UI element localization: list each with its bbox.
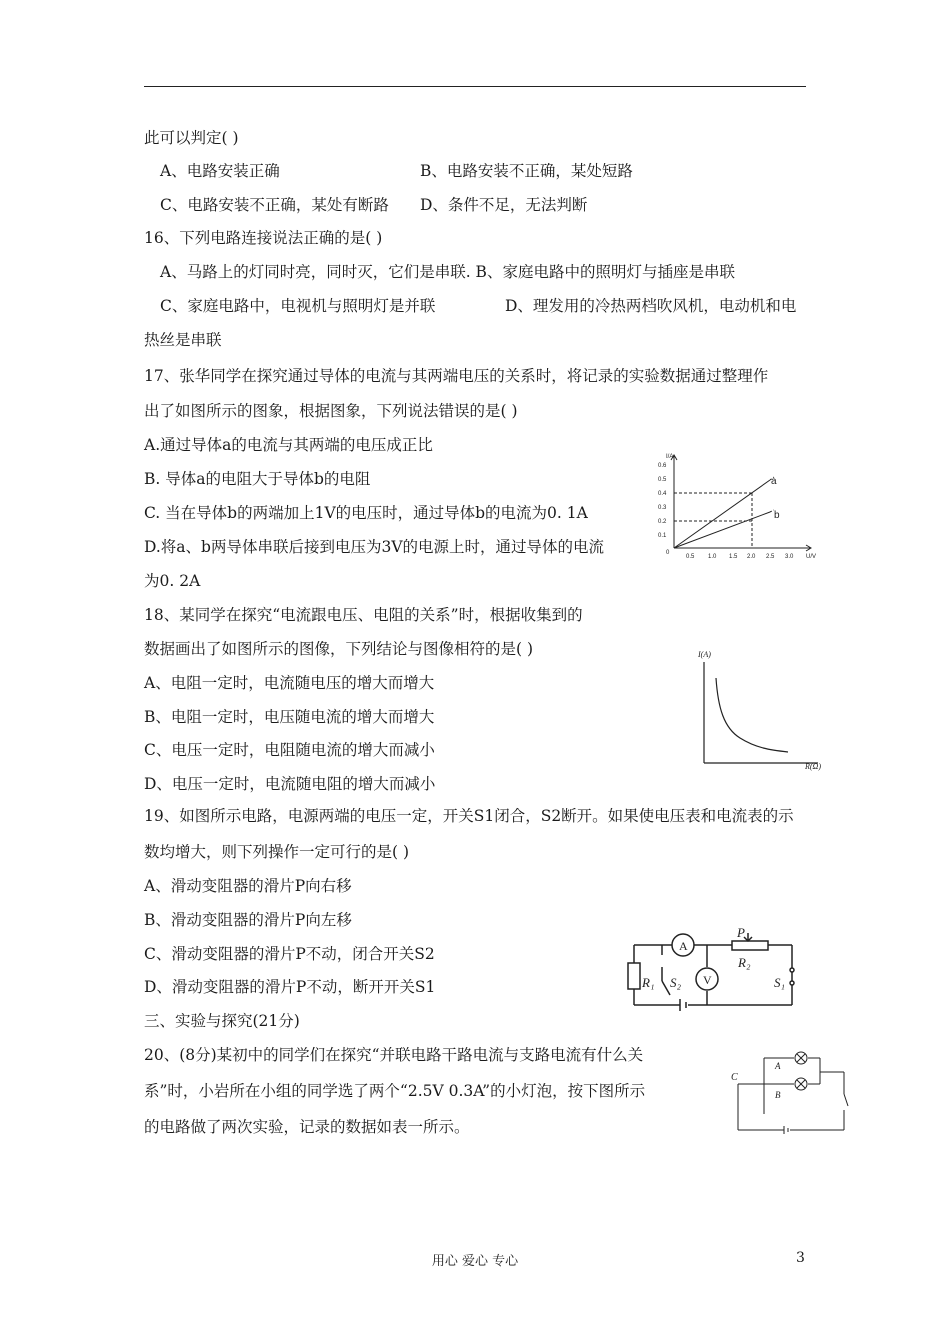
q19-stem-2: 数均增大，则下列操作一定可行的是( ) <box>144 843 410 861</box>
q15-option-c: C、电路安装不正确，某处有断路 <box>160 196 389 214</box>
q16-option-d-cont: 热丝是串联 <box>144 331 222 349</box>
q16-stem: 16、下列电路连接说法正确的是( ) <box>144 229 383 247</box>
q18-xlabel: R(Ω) <box>805 762 821 771</box>
q17-xtick: 1.5 <box>729 554 738 560</box>
q19-option-c: C、滑动变阻器的滑片P不动，闭合开关S2 <box>144 945 435 963</box>
q17-xlabel: U/V <box>806 554 817 560</box>
q17-option-d: D.将a、b两导体串联后接到电压为3V的电源上时，通过导体的电流 <box>144 538 605 556</box>
q17-option-b: B. 导体a的电阻大于导体b的电阻 <box>144 470 371 488</box>
q19-s1-label: S₁ <box>774 975 786 990</box>
q17-xtick: 1.0 <box>708 554 717 560</box>
q19-r2-label: R₂ <box>738 955 751 970</box>
q18-ir-graph <box>690 648 840 773</box>
q16-option-c: C、家庭电路中，电视机与照明灯是并联 <box>160 297 436 315</box>
q17-ytick: 0.5 <box>658 477 667 483</box>
q15-stem-tail: 此可以判定( ) <box>144 129 239 147</box>
q18-option-a: A、电阻一定时，电流随电压的增大而增大 <box>144 674 435 692</box>
q18-option-d: D、电压一定时，电流随电阻的增大而减小 <box>144 775 436 793</box>
q17-xtick: 2.5 <box>766 554 775 560</box>
q20-stem-1: 20、(8分)某初中的同学们在探究“并联电路干路电流与支路电流有什么关 <box>144 1046 644 1064</box>
q17-line-a-label: a <box>771 476 777 487</box>
header-rule <box>144 86 806 87</box>
q19-stem-1: 19、如图所示电路，电源两端的电压一定，开关S1闭合，S2断开。如果使电压表和电流表的示 <box>144 807 794 825</box>
q19-circuit <box>622 925 802 1015</box>
q19-option-a: A、滑动变阻器的滑片P向右移 <box>144 877 352 895</box>
q20-circuit <box>728 1050 853 1135</box>
q15-option-d: D、条件不足，无法判断 <box>420 196 588 214</box>
q17-xtick: 2.0 <box>747 554 756 560</box>
q18-option-c: C、电压一定时，电阻随电流的增大而减小 <box>144 741 435 759</box>
q17-iu-graph <box>652 450 817 560</box>
q17-ytick: 0.4 <box>658 491 667 497</box>
q15-option-b: B、电路安装不正确，某处短路 <box>420 162 633 180</box>
q17-option-c: C. 当在导体b的两端加上1V的电压时，通过导体b的电流为0. 1A <box>144 504 588 522</box>
q17-ylabel: I/A <box>666 454 674 460</box>
page-footer: 用心 爱心 专心 <box>431 1254 519 1269</box>
q17-ytick: 0.2 <box>658 519 667 525</box>
q16-options-ab: A、马路上的灯同时亮，同时灭，它们是串联. B、家庭电路中的照明灯与插座是串联 <box>160 263 735 281</box>
q17-option-a: A.通过导体a的电流与其两端的电压成正比 <box>144 436 433 454</box>
page-number: 3 <box>796 1250 805 1266</box>
q16-option-d: D、理发用的冷热两档吹风机，电动机和电 <box>505 297 797 315</box>
q17-option-d-cont: 为0. 2A <box>144 572 201 590</box>
q20-label-c: C <box>731 1072 738 1083</box>
section-three-heading: 三、实验与探究(21分) <box>144 1012 300 1030</box>
q17-ytick: 0.1 <box>658 533 667 539</box>
q19-voltmeter-label: V <box>703 973 712 987</box>
q17-stem-1: 17、张华同学在探究通过导体的电流与其两端电压的关系时，将记录的实验数据通过整理作 <box>144 367 769 385</box>
q17-ytick: 0.6 <box>658 463 667 469</box>
q20-stem-2: 系”时，小岩所在小组的同学选了两个“2.5V 0.3A”的小灯泡，按下图所示 <box>144 1082 646 1100</box>
q17-xtick: 0.5 <box>686 554 695 560</box>
q18-stem-2: 数据画出了如图所示的图像，下列结论与图像相符的是( ) <box>144 640 534 658</box>
q17-stem-2: 出了如图所示的图象，根据图象，下列说法错误的是( ) <box>144 402 518 420</box>
q19-slider-label: P <box>737 925 745 940</box>
q19-r1-label: R₁ <box>642 975 655 990</box>
q19-ammeter-label: A <box>679 939 688 953</box>
q17-line-b-label: b <box>774 510 780 521</box>
q18-option-b: B、电阻一定时，电压随电流的增大而增大 <box>144 708 435 726</box>
q17-origin: 0 <box>666 550 670 556</box>
q19-s2-label: S₂ <box>670 975 682 990</box>
q17-ytick: 0.3 <box>658 505 667 511</box>
q17-xtick: 3.0 <box>785 554 794 560</box>
q20-stem-3: 的电路做了两次实验，记录的数据如表一所示。 <box>144 1118 470 1136</box>
q19-option-b: B、滑动变阻器的滑片P向左移 <box>144 911 352 929</box>
q20-label-a: A <box>775 1061 781 1071</box>
q18-ylabel: I(A) <box>698 650 711 659</box>
q15-option-a: A、电路安装正确 <box>160 162 280 180</box>
q19-option-d: D、滑动变阻器的滑片P不动，断开开关S1 <box>144 978 436 996</box>
q20-label-b: B <box>775 1090 781 1100</box>
q18-stem-1: 18、某同学在探究“电流跟电压、电阻的关系”时，根据收集到的 <box>144 606 583 624</box>
